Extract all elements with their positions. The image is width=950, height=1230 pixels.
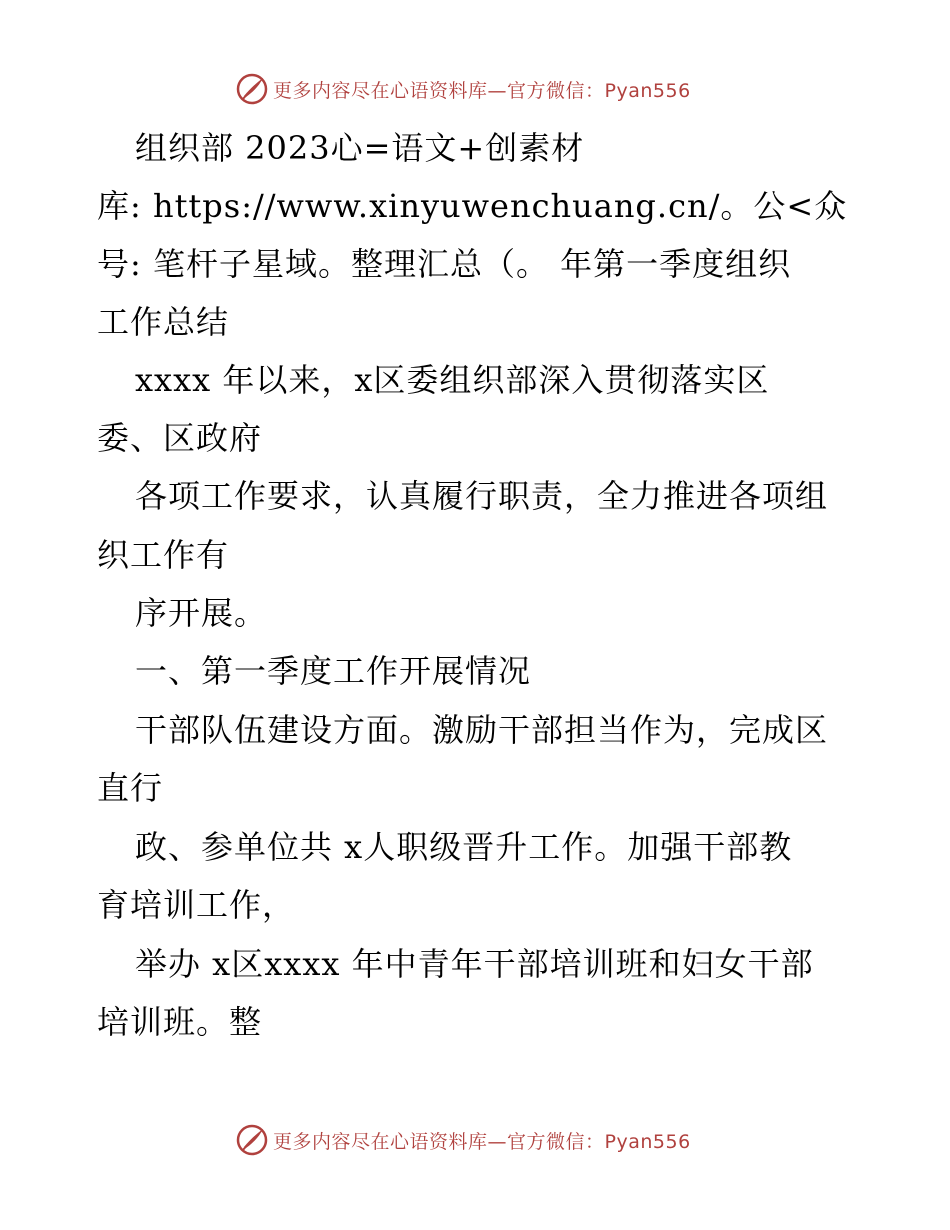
text-line: 组织部 2023心=语文+创素材 bbox=[135, 129, 585, 167]
footer-watermark bbox=[235, 1122, 755, 1158]
section-heading: 一、第一季度工作开展情况 bbox=[135, 652, 532, 690]
text-line: 举办 x区xxxx 年中青年干部培训班和妇女干部 bbox=[135, 945, 814, 983]
text-line: 序开展。 bbox=[135, 594, 268, 632]
text-line: 直行 bbox=[97, 769, 164, 807]
watermark-text: 更多内容尽在心语资料库—官方微信：Pyan556 bbox=[273, 1130, 691, 1153]
text-line: 工作总结 bbox=[97, 303, 230, 341]
text-line: 库: https://www.xinyuwenchuang.cn/。公<众 bbox=[97, 187, 848, 225]
quill-pen-logo-icon bbox=[235, 1123, 269, 1157]
text-line: xxxx 年以来，x区委组织部深入贯彻落实区 bbox=[135, 361, 770, 399]
text-line: 委、区政府 bbox=[97, 419, 263, 457]
watermark-text: 更多内容尽在心语资料库—官方微信：Pyan556 bbox=[273, 79, 691, 102]
text-line: 育培训工作， bbox=[97, 886, 296, 924]
text-line: 干部队伍建设方面。激励干部担当作为，完成区 bbox=[135, 711, 829, 749]
text-line: 织工作有 bbox=[97, 536, 230, 574]
quill-pen-logo-icon bbox=[235, 72, 269, 106]
text-line: 政、参单位共 x人职级晋升工作。加强干部教 bbox=[135, 828, 793, 866]
text-line: 号: 笔杆子星域。整理汇总（。 年第一季度组织 bbox=[97, 245, 792, 283]
header-watermark bbox=[235, 71, 755, 107]
text-line: 各项工作要求，认真履行职责，全力推进各项组 bbox=[135, 477, 829, 515]
text-line: 培训班。整 bbox=[97, 1003, 263, 1041]
